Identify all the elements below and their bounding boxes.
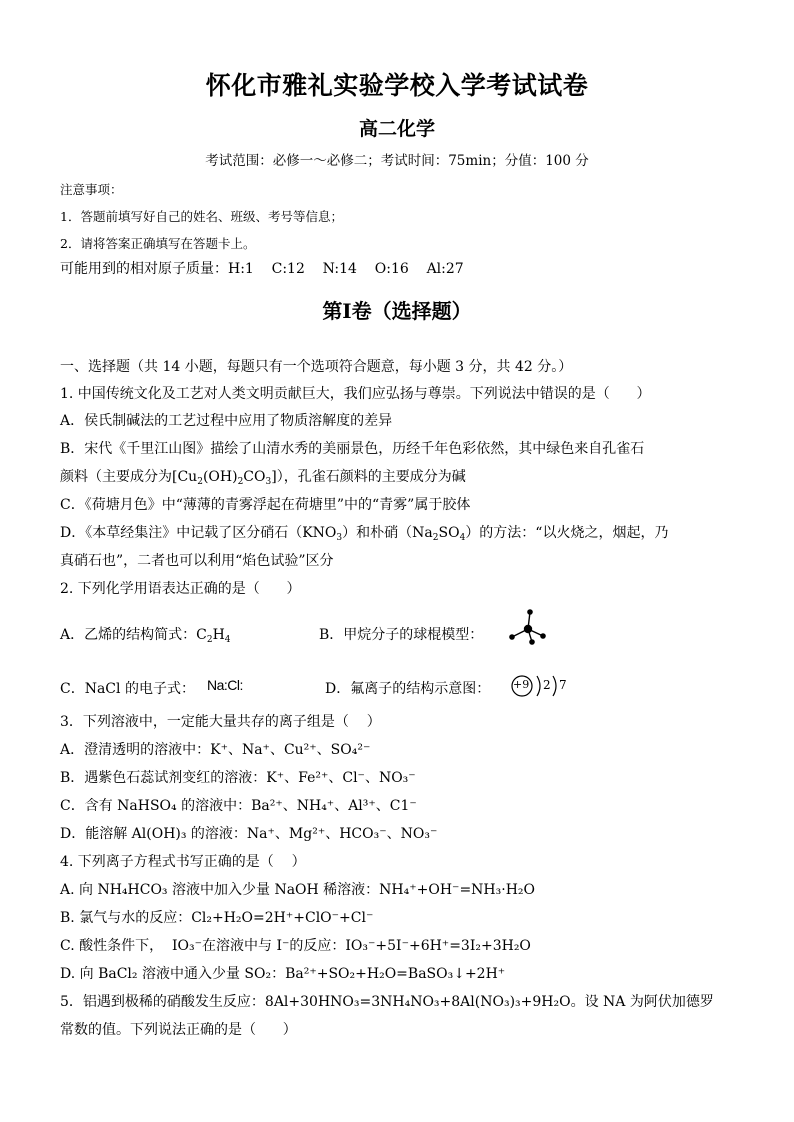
q1-option-d-line2: 真硝石也”，二者也可以利用“焰色试验”区分 bbox=[60, 553, 334, 569]
nucleus-charge: +9 bbox=[513, 678, 530, 691]
exam-info: 考试范围：必修一～必修二；考试时间：75min；分值：100 分 bbox=[205, 153, 589, 169]
q4-option-a: A. 向 NH₄HCO₃ 溶液中加入少量 NaOH 稀溶液：NH₄⁺+OH⁻=NH₃·H₂O bbox=[60, 882, 535, 898]
q5-stem-line2: 常数的值。下列说法正确的是（ ） bbox=[60, 1022, 297, 1038]
atomic-mass-line: 可能用到的相对原子质量：H:1 C:12 N:14 O:16 Al:27 bbox=[60, 261, 464, 277]
q4-option-b: B. 氯气与水的反应：Cl₂+H₂O=2H⁺+ClO⁻+Cl⁻ bbox=[60, 910, 374, 926]
exam-title: 怀化市雅礼实验学校入学考试试卷 bbox=[205, 71, 589, 100]
q2-option-d: D．氟离子的结构示意图： bbox=[325, 681, 491, 697]
section-title: 第Ⅰ卷（选择题） bbox=[322, 299, 472, 323]
q3-option-d: D．能溶解 Al(OH)₃ 的溶液：Na⁺、Mg²⁺、HCO₃⁻、NO₃⁻ bbox=[60, 826, 438, 842]
q4-option-c: C. 酸性条件下， IO₃⁻在溶液中与 I⁻的反应：IO₃⁻+5I⁻+6H⁺=3I₂+3H₂O bbox=[60, 938, 531, 954]
q2-option-c: C．NaCl 的电子式： bbox=[60, 681, 195, 697]
q2-option-b: B．甲烷分子的球棍模型： bbox=[319, 627, 484, 643]
exam-subject: 高二化学 bbox=[358, 118, 435, 140]
q1-option-b-line2: 颜料（主要成分为$[Cu_2(OH)_2CO_3]$），孔雀石颜料的主要成分为碱 bbox=[60, 469, 466, 487]
shell-2-count: 7 bbox=[559, 678, 567, 692]
q3-stem: 3．下列溶液中，一定能大量共存的离子组是（ ） bbox=[60, 714, 381, 730]
q4-stem: 4. 下列离子方程式书写正确的是（ ） bbox=[60, 854, 306, 870]
nacl-electron-formula: Na:Cl: bbox=[207, 677, 243, 693]
shell-1-count: 2 bbox=[543, 678, 551, 692]
note-item-2: 2．请将答案正确填写在答题卡上。 bbox=[60, 236, 256, 251]
q5-stem-line1: 5．铝遇到极稀的硝酸发生反应：8Al+30HNO₃=3NH₄NO₃+8Al(NO₃)₃+9H₂O。设 NA 为阿伏加德罗 bbox=[60, 994, 714, 1010]
q1-option-b-line1: B．宋代《千里江山图》描绘了山清水秀的美丽景色，历经千年色彩依然，其中绿色来自孔雀石 bbox=[60, 441, 645, 457]
q2-stem: 2. 下列化学用语表达正确的是（ ） bbox=[60, 581, 301, 597]
methane-ball-stick-model bbox=[506, 607, 550, 647]
section-intro: 一、选择题（共 14 小题，每题只有一个选项符合题意，每小题 3 分，共 42 分。） bbox=[60, 359, 573, 375]
q1-stem: 1. 中国传统文化及工艺对人类文明贡献巨大，我们应弘扬与尊崇。下列说法中错误的是（ ） bbox=[60, 386, 651, 402]
q4-option-d: D. 向 BaCl₂ 溶液中通入少量 SO₂：Ba²⁺+SO₂+H₂O=BaSO₃↓+2H⁺ bbox=[60, 966, 506, 982]
fluoride-structure-diagram bbox=[510, 673, 570, 701]
q3-option-b: B．遇紫色石蕊试剂变红的溶液：K⁺、Fe²⁺、Cl⁻、NO₃⁻ bbox=[60, 770, 416, 786]
q3-option-a: A．澄清透明的溶液中：K⁺、Na⁺、Cu²⁺、SO₄²⁻ bbox=[60, 742, 371, 758]
q1-option-d-line1: D．《本草经集注》中记载了区分硝石$(KNO_3)$和朴硝$(Na_2SO_4)$的方法：“以火烧之，烟起，乃 bbox=[60, 525, 669, 543]
q3-option-c: C．含有 NaHSO₄ 的溶液中：Ba²⁺、NH₄⁺、Al³⁺、C1⁻ bbox=[60, 798, 417, 814]
notes-heading: 注意事项： bbox=[60, 182, 123, 197]
q1-option-c: C．《荷塘月色》中“薄薄的青雾浮起在荷塘里”中的“青雾”属于胶体 bbox=[60, 497, 471, 513]
q1-option-a: A．侯氏制碱法的工艺过程中应用了物质溶解度的差异 bbox=[60, 413, 393, 429]
note-item-1: 1．答题前填写好自己的姓名、班级、考号等信息； bbox=[60, 209, 343, 224]
q2-option-a: A．乙烯的结构简式：$C_2H_4$ bbox=[60, 627, 231, 645]
